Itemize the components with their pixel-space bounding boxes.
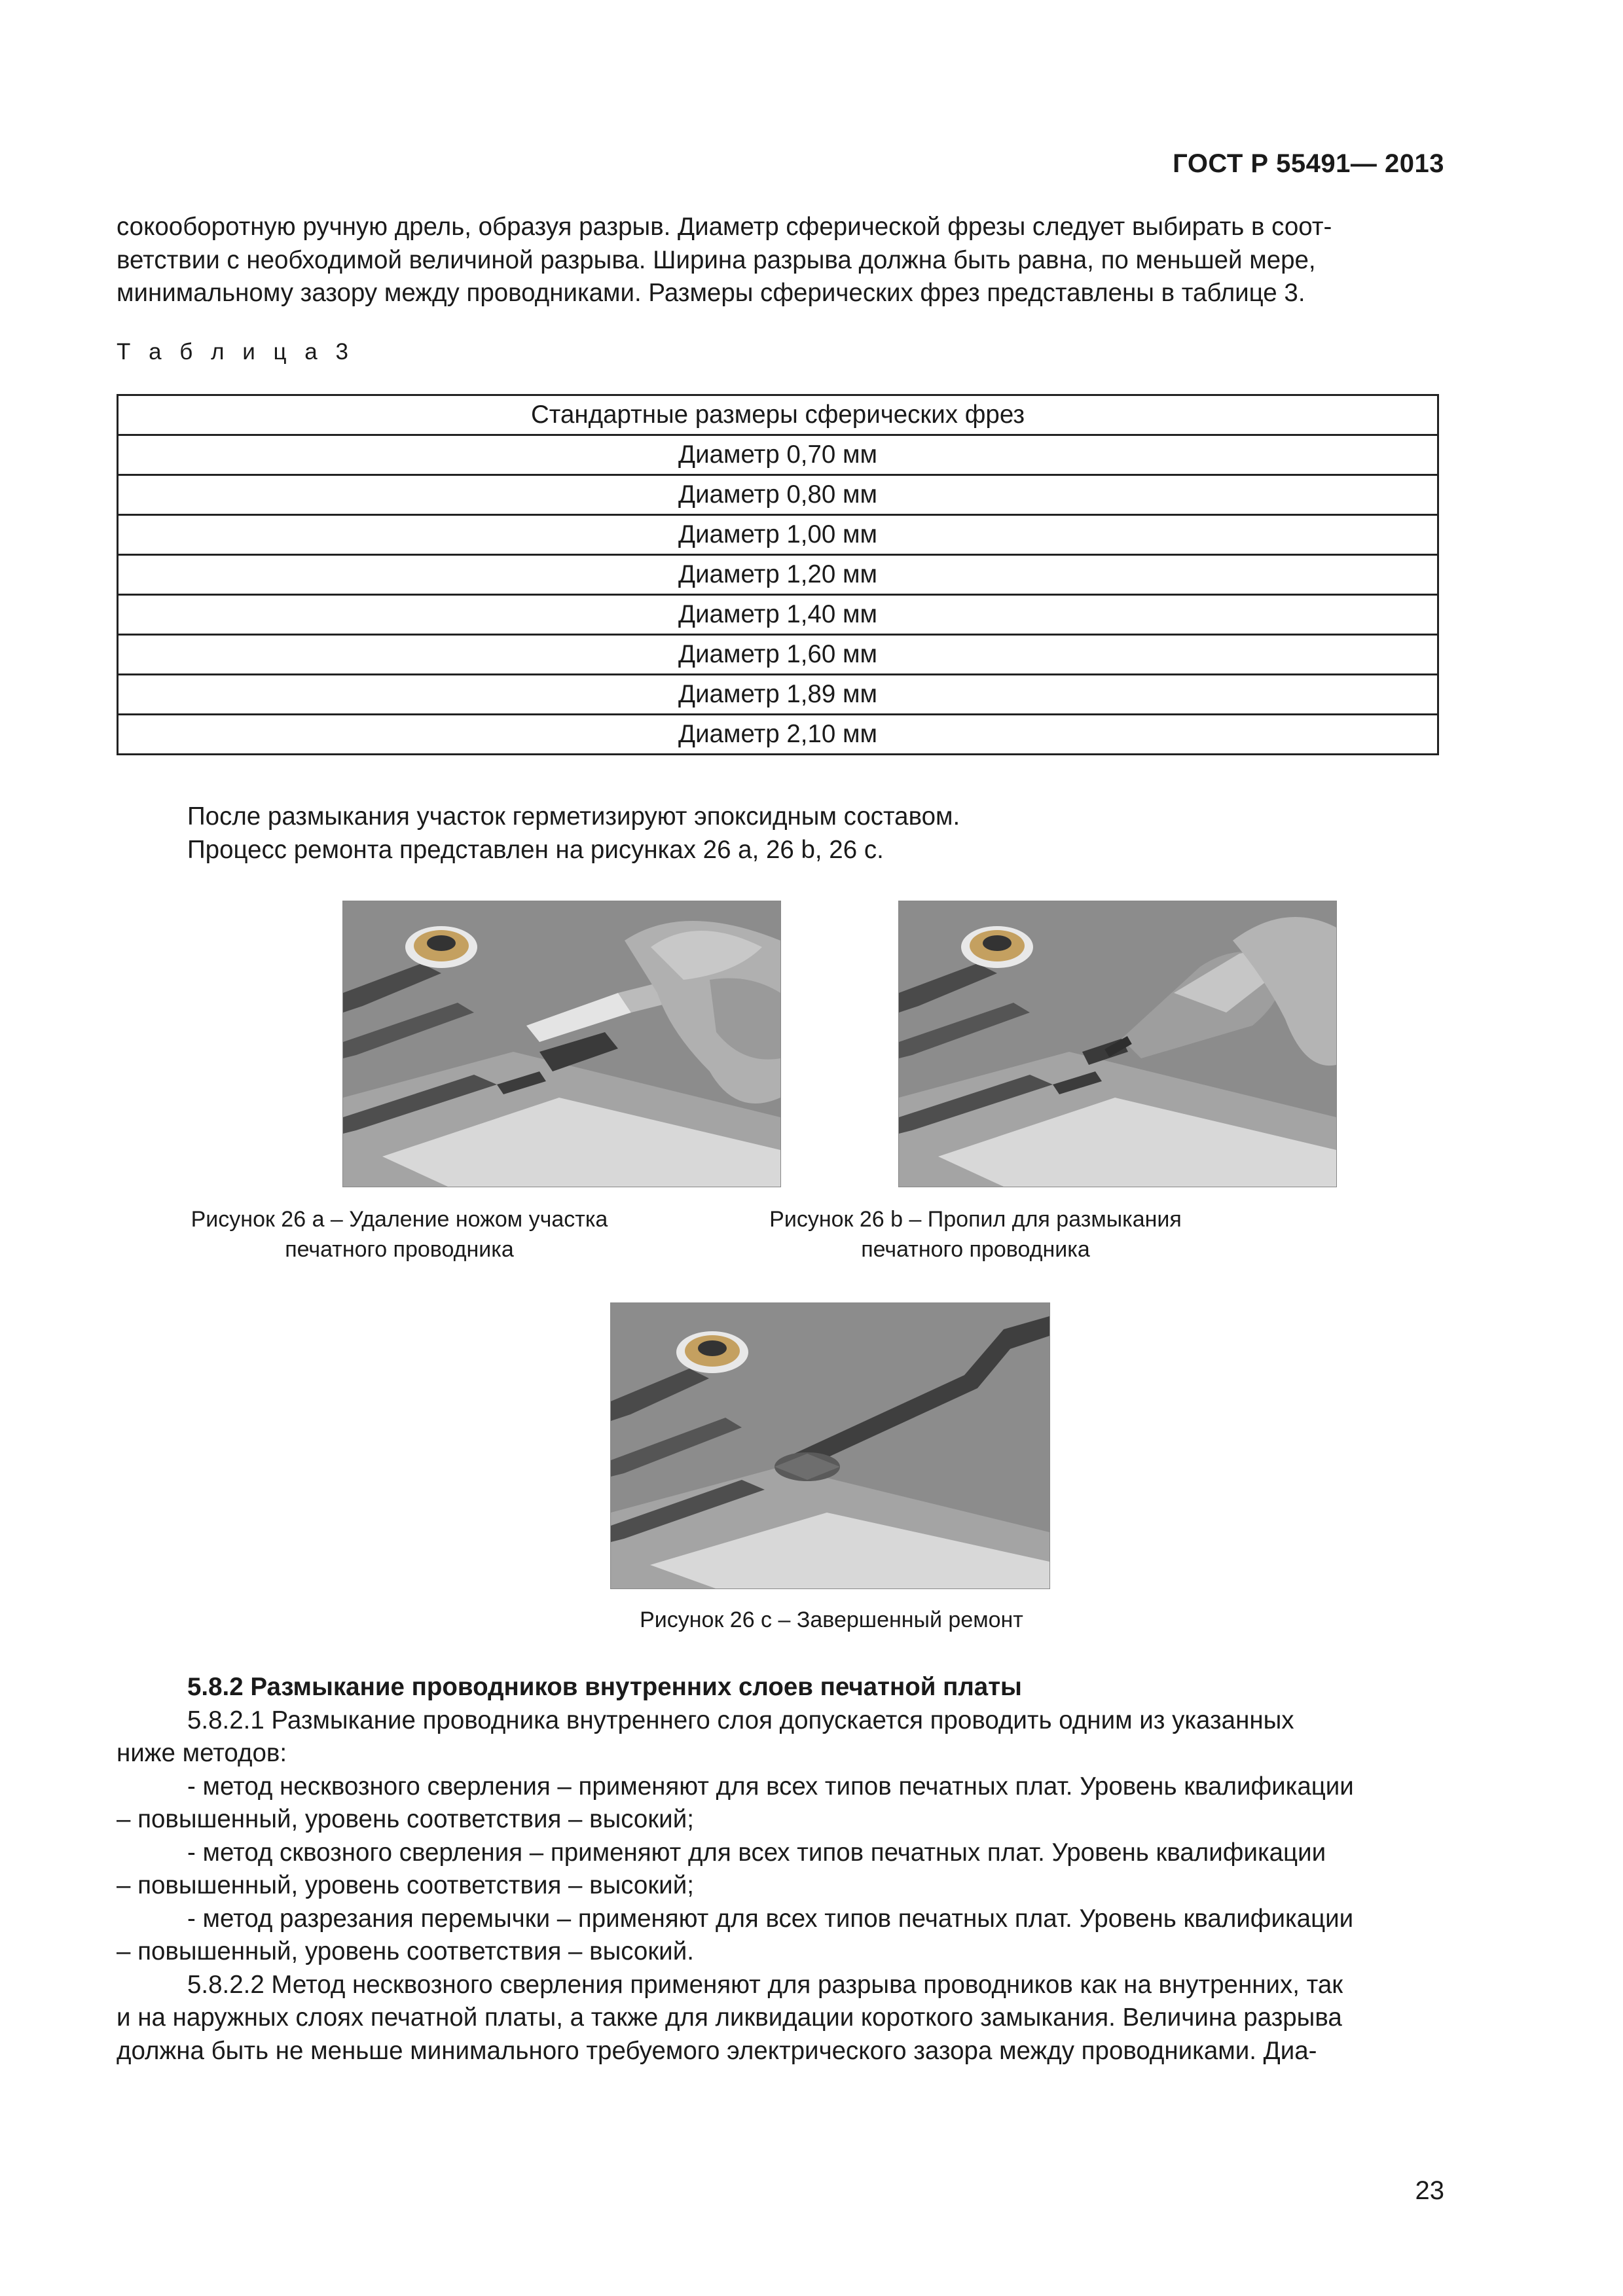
table-caption: Т а б л и ц а 3 xyxy=(117,339,354,365)
caption-line: печатного проводника xyxy=(285,1237,514,1262)
table-cell: Диаметр 1,89 мм xyxy=(118,675,1438,715)
section-5-8-2 xyxy=(117,1671,1444,2068)
intro-paragraph xyxy=(117,211,1444,310)
text-line: должна быть не меньше минимального требуемого электрического зазора между проводниками. Диа- xyxy=(117,2036,1317,2065)
table-cell: Диаметр 1,40 мм xyxy=(118,595,1438,635)
pcb-knife-illustration xyxy=(343,901,780,1187)
list-item: - метод сквозного сверления – применяют для всех типов печатных плат. Уровень квалификации xyxy=(187,1838,1326,1867)
cutter-sizes-table xyxy=(117,394,1439,755)
text-line: ветствии с необходимой величиной разрыва. Ширина разрыва должна быть равна, по меньшей мере, xyxy=(117,245,1316,274)
caption-line: печатного проводника xyxy=(861,1237,1090,1262)
caption-line: Рисунок 26 а – Удаление ножом участка xyxy=(191,1207,608,1232)
text-line: 5.8.2.2 Метод несквозного сверления применяют для разрыва проводников как на внутренних, так xyxy=(187,1970,1343,1999)
figure-26b-caption xyxy=(727,1204,1224,1265)
table-row xyxy=(118,715,1438,755)
text-line: Процесс ремонта представлен на рисунках 26 а, 26 b, 26 c. xyxy=(187,835,884,864)
table-row xyxy=(118,515,1438,555)
table-row xyxy=(118,595,1438,635)
after-table-text xyxy=(187,800,1444,867)
list-item-continuation: – повышенный, уровень соответствия – высокий; xyxy=(117,1871,694,1899)
table-header-cell: Стандартные размеры сферических фрез xyxy=(118,395,1438,435)
table-cell: Диаметр 1,60 мм xyxy=(118,635,1438,675)
table-row xyxy=(118,635,1438,675)
figure-26b-image xyxy=(898,901,1337,1187)
list-item-continuation: – повышенный, уровень соответствия – высокий; xyxy=(117,1805,694,1833)
text-line: ниже методов: xyxy=(117,1739,287,1767)
list-item: - метод разрезания перемычки – применяют для всех типов печатных плат. Уровень квалификации xyxy=(187,1904,1354,1933)
pcb-repair-illustration xyxy=(611,1303,1049,1588)
table-row xyxy=(118,555,1438,595)
text-line: 5.8.2.1 Размыкание проводника внутреннего слоя допускается проводить одним из указанных xyxy=(187,1706,1294,1734)
table-cell: Диаметр 1,20 мм xyxy=(118,555,1438,595)
text-line: сокооборотную ручную дрель, образуя разрыв. Диаметр сферической фрезы следует выбирать в соот- xyxy=(117,213,1332,241)
table-row xyxy=(118,675,1438,715)
caption-line: Рисунок 26 с – Завершенный ремонт xyxy=(640,1607,1023,1632)
text-line: и на наружных слоях печатной платы, а также для ликвидации короткого замыкания. Величина разрыва xyxy=(117,2003,1342,2032)
text-line: После размыкания участок герметизируют эпоксидным составом. xyxy=(187,802,960,831)
table-cell: Диаметр 2,10 мм xyxy=(118,715,1438,755)
figure-26a-caption xyxy=(157,1204,642,1265)
table-row xyxy=(118,435,1438,475)
text-line: минимальному зазору между проводниками. Размеры сферических фрез представлены в таблице 3. xyxy=(117,279,1305,307)
caption-line: Рисунок 26 b – Пропил для размыкания xyxy=(769,1207,1182,1232)
table-row xyxy=(118,475,1438,515)
figure-26c-image xyxy=(610,1302,1050,1589)
pcb-drill-illustration xyxy=(899,901,1336,1187)
list-item: - метод несквозного сверления – применяют для всех типов печатных плат. Уровень квалификации xyxy=(187,1772,1354,1801)
table-cell: Диаметр 0,80 мм xyxy=(118,475,1438,515)
figure-26c-caption xyxy=(537,1605,1126,1635)
table-header-row xyxy=(118,395,1438,435)
table-cell: Диаметр 0,70 мм xyxy=(118,435,1438,475)
table-cell: Диаметр 1,00 мм xyxy=(118,515,1438,555)
figure-26a-image xyxy=(342,901,781,1187)
list-item-continuation: – повышенный, уровень соответствия – высокий. xyxy=(117,1937,694,1965)
page-number: 23 xyxy=(1415,2176,1444,2205)
document-code: ГОСТ Р 55491— 2013 xyxy=(1173,149,1444,178)
section-heading: 5.8.2 Размыкание проводников внутренних слоев печатной платы xyxy=(187,1673,1022,1701)
